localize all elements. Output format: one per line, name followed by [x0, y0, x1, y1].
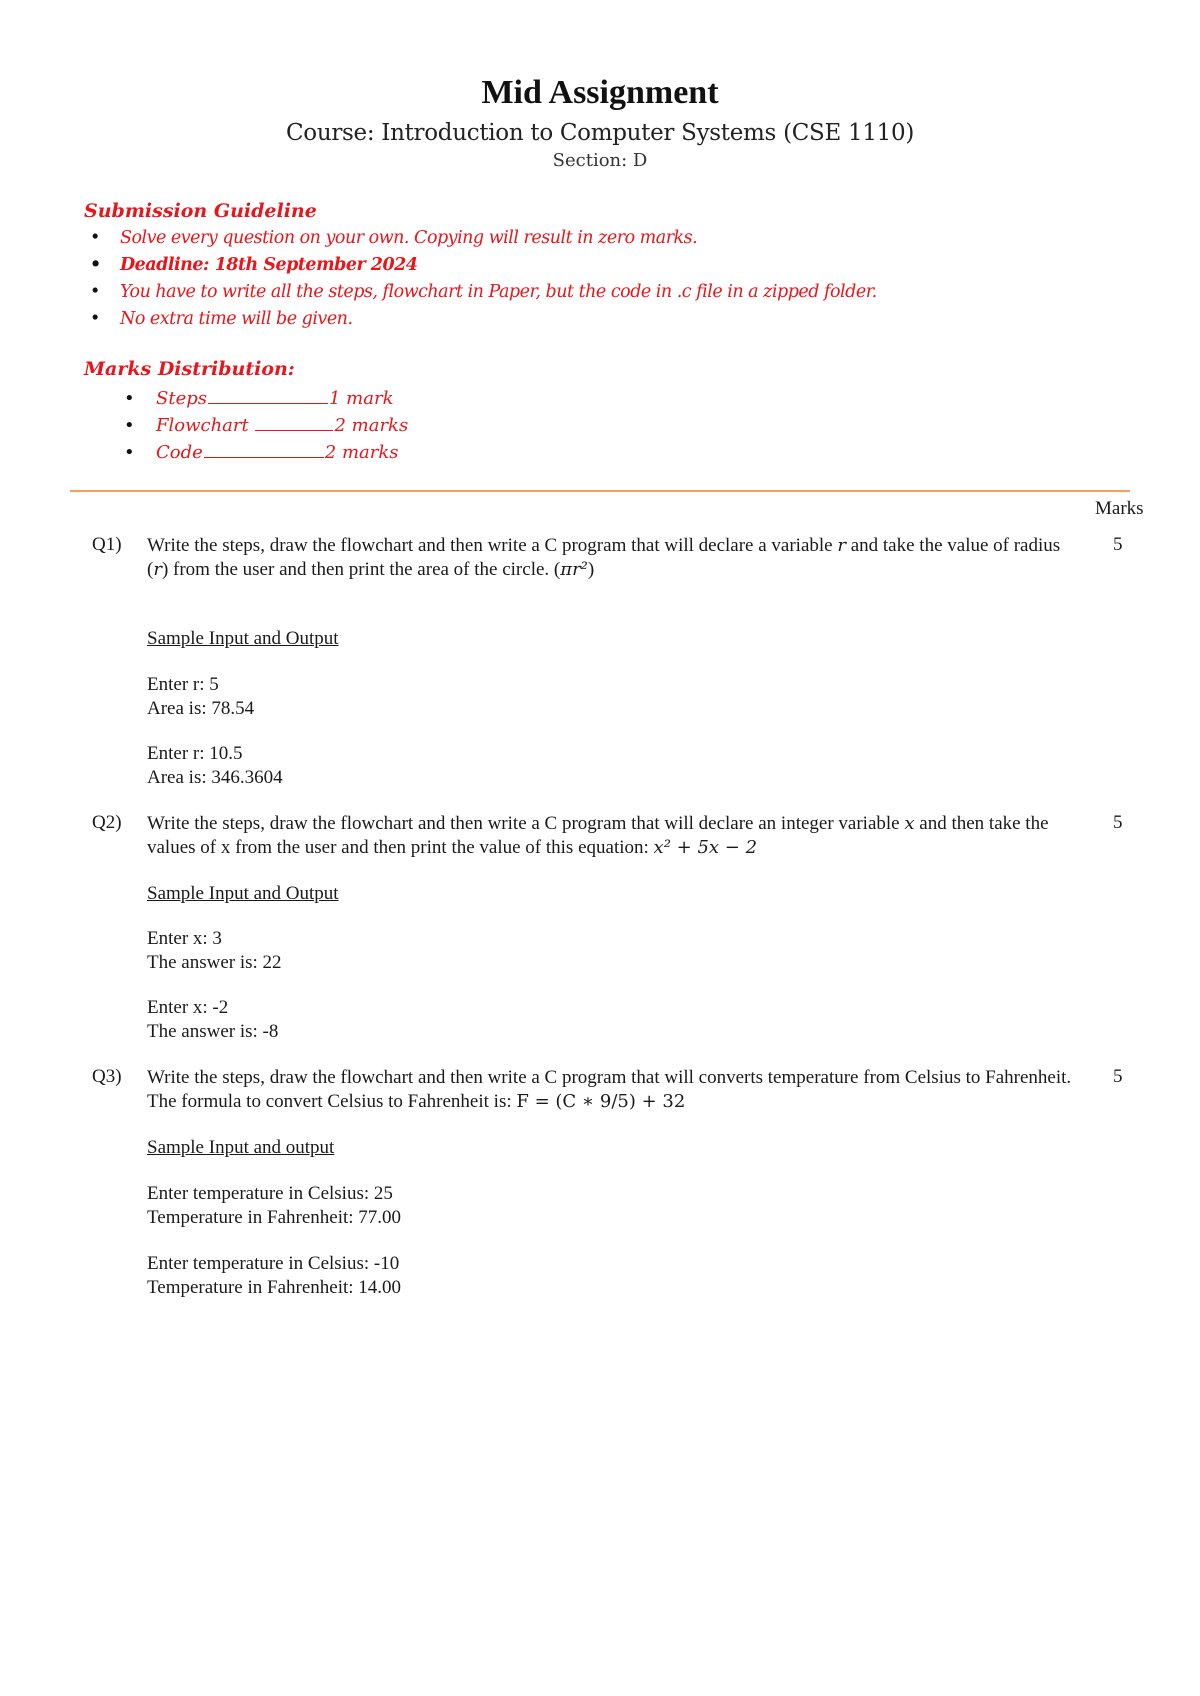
distribution-list [120, 385, 408, 466]
sample-io: Enter x: 3 The answer is: 22 [147, 928, 282, 973]
sample-io: Enter x: -2 The answer is: -8 [147, 997, 279, 1042]
section-divider [70, 490, 1130, 492]
distribution-label: Flowchart [156, 415, 255, 436]
guideline-list [84, 225, 877, 333]
question-text: Write the steps, draw the flowchart and then write a C program that will declare an integer variable x and then take the values of x from the user and then print the value of this equation: x² + 5x − 2 [147, 813, 1049, 858]
list-item [120, 412, 408, 439]
question-marks: 5 [1113, 1066, 1123, 1087]
bullet-icon: • [90, 228, 100, 248]
guideline-text: No extra time will be given. [120, 309, 353, 329]
list-item [120, 439, 408, 466]
list-item [120, 385, 408, 412]
question-number: Q3) [92, 1066, 122, 1087]
distribution-heading: Marks Distribution: [84, 358, 295, 380]
sample-heading: Sample Input and output [147, 1137, 335, 1158]
list-item [84, 306, 877, 333]
guideline-deadline: Deadline: 18th September 2024 [120, 255, 418, 275]
bullet-icon: • [124, 388, 135, 409]
distribution-label: Steps [156, 388, 207, 409]
list-item [84, 252, 877, 279]
section-label: Section: D [552, 150, 648, 171]
fill-line [255, 412, 333, 431]
question-marks: 5 [1113, 534, 1123, 555]
question-number: Q1) [92, 534, 122, 555]
bullet-icon: • [124, 442, 135, 463]
sample-io: Enter r: 10.5 Area is: 346.3604 [147, 743, 283, 788]
sample-heading: Sample Input and Output [147, 628, 339, 649]
guideline-text: Solve every question on your own. Copying will result in zero marks. [120, 228, 698, 248]
question-marks: 5 [1113, 812, 1123, 833]
guideline-heading: Submission Guideline [84, 200, 317, 222]
distribution-marks: 2 marks [334, 415, 409, 436]
bullet-icon: • [90, 255, 101, 275]
fill-line [208, 385, 328, 404]
page-title: Mid Assignment [481, 74, 719, 111]
distribution-marks: 1 mark [328, 388, 394, 409]
fill-line [204, 439, 324, 458]
question-number: Q2) [92, 812, 122, 833]
question-text: Write the steps, draw the flowchart and then write a C program that will converts temperature from Celsius to Fahrenheit. The formula to convert Celsius to Fahrenheit is: F = (C ∗ 9/5) + 32 [147, 1067, 1072, 1112]
list-item [84, 225, 877, 252]
guideline-text: You have to write all the steps, flowchart in Paper, but the code in .c file in a zipped folder. [120, 282, 877, 302]
bullet-icon: • [90, 282, 100, 302]
distribution-marks: 2 marks [324, 442, 399, 463]
sample-io: Enter r: 5 Area is: 78.54 [147, 674, 255, 719]
sample-io: Enter temperature in Celsius: -10 Temperature in Fahrenheit: 14.00 [147, 1253, 402, 1298]
list-item [84, 279, 877, 306]
sample-heading: Sample Input and Output [147, 883, 339, 904]
bullet-icon: • [90, 309, 100, 329]
distribution-label: Code [156, 442, 203, 463]
marks-column-label: Marks [1095, 498, 1144, 519]
course-title: Course: Introduction to Computer Systems (CSE 1110) [285, 120, 914, 146]
sample-io: Enter temperature in Celsius: 25 Temperature in Fahrenheit: 77.00 [147, 1183, 402, 1228]
bullet-icon: • [124, 415, 135, 436]
question-text: Write the steps, draw the flowchart and then write a C program that will declare a variable r and take the value of radius (r) from the user and then print the area of the circle. (πr²) [147, 535, 1061, 580]
